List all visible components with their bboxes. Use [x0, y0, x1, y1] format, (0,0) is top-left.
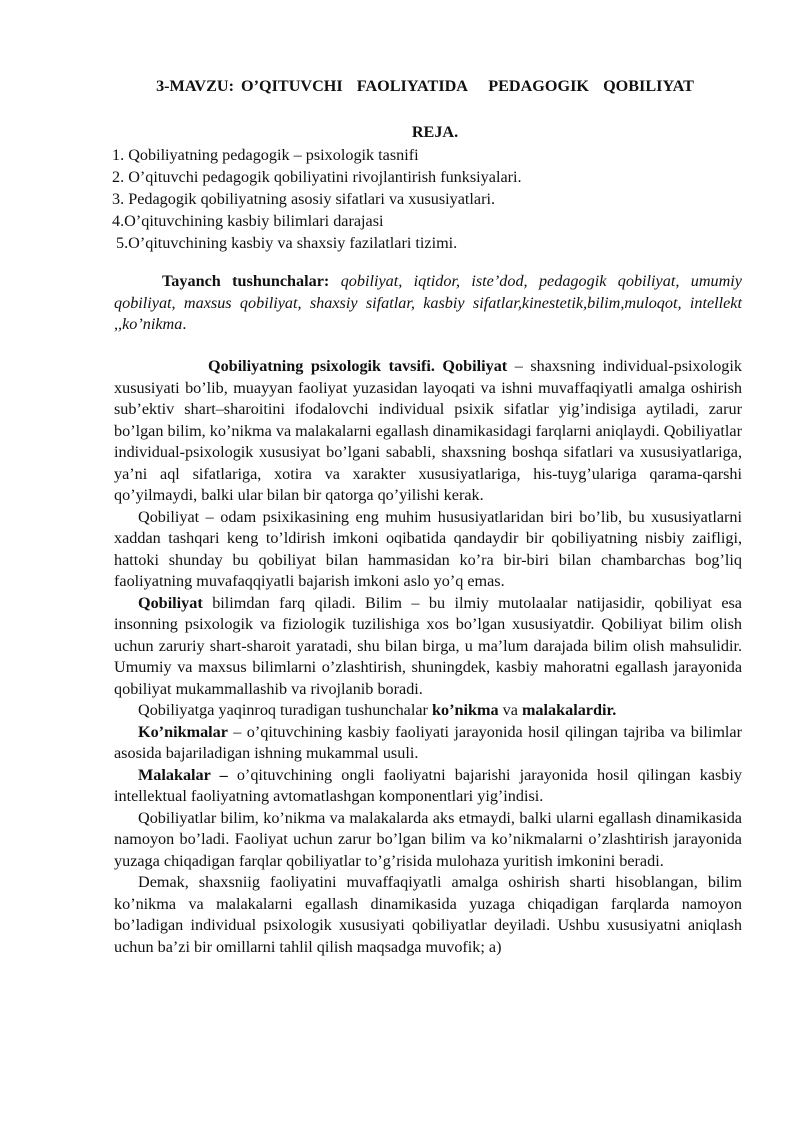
paragraph-text: – shaxsning individual-psixologik xususiyati bo’lib, muayyan faoliyat yuzasidan layoqati va ishni muvaffaqiyatli amalga oshirish sub’ektiv shart–sharoitini ifodalovchi individual psixik sifatlar yig’indisiga aytiladi, zarur bo’lgan bilim, ko’nikma va malakalarni egallash dinamikasidagi farqlarni aniqlaydi. Qobiliyatlar individual-psixologik xususiyat bo’lgani sababli, shaxsning boshqa sifatlari va xususiyatlariga, ya’ni aql sifatlariga, xotira va xarakter xususiyatlariga, his-tuyg’ulariga qarama-qarshi qo’yilmaydi, balki ular bilan bir qatorga qo’yilishi kerak. — [114, 357, 742, 504]
paragraph-text: Qobiliyatga yaqinroq turadigan tushunchalar — [138, 701, 432, 719]
paragraph-text: va — [498, 701, 522, 719]
paragraph: Demak, shaxsniig faoliyatini muvaffaqiyatli amalga oshirish sharti hisoblangan, bilim ko’nikma va malakalarni egallash dinamikasida yuzaga chiqadigan farqlarda namoyon bo’ladigan individual psixologik xususiyati qobiliyatlar deyiladi. Ushbu xususiyatni aniqlash uchun ba’zi bir omillarni tahlil qilish maqsadga muvofik; a) — [114, 873, 742, 956]
term: malakalardir. — [521, 701, 617, 719]
main-text — [114, 356, 742, 958]
paragraph — [114, 593, 742, 701]
section-heading: Qobiliyatning psixologik tavsifi. — [208, 357, 435, 375]
plan-list — [112, 144, 522, 254]
plan-item: 1. Qobiliyatning pedagogik – psixologik tasnifi — [112, 146, 419, 164]
term: Qobiliyat — [138, 593, 203, 612]
keywords-paragraph — [114, 271, 742, 336]
paragraph — [114, 722, 742, 765]
term: Ko’nikmalar — [138, 722, 228, 741]
term: Qobiliyat — [442, 357, 508, 375]
keywords-list: qobiliyat, iqtidor, iste’dod, pedagogik qobiliyat, umumiy qobiliyat, maxsus qobiliyat, shaxsiy sifatlar, kasbiy sifatlar,kinestetik,bilim,muloqot, intellekt ,,ko’nikma — [114, 272, 742, 333]
plan-item: 4.O’qituvchining kasbiy bilimlari darajasi — [112, 212, 384, 230]
page-title: 3-MAVZU: O’QITUVCHI FAOLIYATIDA PEDAGOGIK QOBILIYAT — [156, 77, 694, 95]
paragraph: Qobiliyat – odam psixikasining eng muhim hususiyatlaridan biri bo’lib, bu xususiyatlarni xaddan tashqari keng to’ldirish imkoni oqibatida qandaydir bir qobiliyatning nisbiy zaifligi, hattoki shunday bu qobiliyat bilan hammasidan ko’ra bir-biri bilan chambarchas bog’liq faoliyatning muvafaqqiyatli bajarish imkoni aslo yo’q emas. — [114, 507, 742, 590]
paragraph-text: – o’qituvchining kasbiy faoliyati jarayonida hosil qilingan tajriba va bilimlar asosida bajariladigan ishning mukammal usuli. — [114, 722, 742, 762]
plan-item: 3. Pedagogik qobiliyatning asosiy sifatlari va xususiyatlari. — [112, 190, 496, 208]
plan-heading: REJA. — [411, 123, 459, 141]
paragraph: Qobiliyatlar bilim, ko’nikma va malakalarda aks etmaydi, balki ularni egallash dinamikasida namoyon bo’ladi. Faoliyat uchun zarur bo’lgan bilim va ko’nikmalarni o’zlashtirish jarayonida yuzaga chiqadigan farqlar qobiliyatlar to’g’risida mulohaza yuritish imkonini beradi. — [114, 808, 742, 870]
paragraph — [114, 765, 742, 808]
keywords-label: Tayanch tushunchalar: — [162, 272, 330, 290]
plan-item: 2. O’qituvchi pedagogik qobiliyatini rivojlantirish funksiyalari. — [112, 168, 522, 186]
paragraph-text: bilimdan farq qiladi. Bilim – bu ilmiy mutolaalar natijasidir, qobiliyat esa insonning psixologik va fiziologik tuzilishiga xos bo’lgan xususiyatdir. Qobiliyat bilim olish uchun zaruriy shart-sharoit yaratadi, shu bilan birga, u ma’lum darajada bilim olish mahsulidir. Umumiy va maxsus bilimlarni o’zlashtirish, shuningdek, kasbiy mahoratni egallash jarayonida qobiliyat mukammallashib va rivojlanib boradi. — [114, 593, 742, 698]
term: ko’nikma — [432, 701, 499, 719]
paragraph — [114, 356, 742, 507]
paragraph — [114, 700, 742, 722]
keywords-end: . — [182, 315, 187, 333]
plan-item: 5.O’qituvchining kasbiy va shaxsiy fazilatlari tizimi. — [116, 234, 458, 252]
paragraph-text: o’qituvchining ongli faoliyatni bajarishi jarayonida hosil qilingan kasbiy intellektual faoliyatning avtomatlashgan komponentlari yig’indisi. — [114, 765, 742, 805]
term: Malakalar – — [138, 765, 228, 784]
